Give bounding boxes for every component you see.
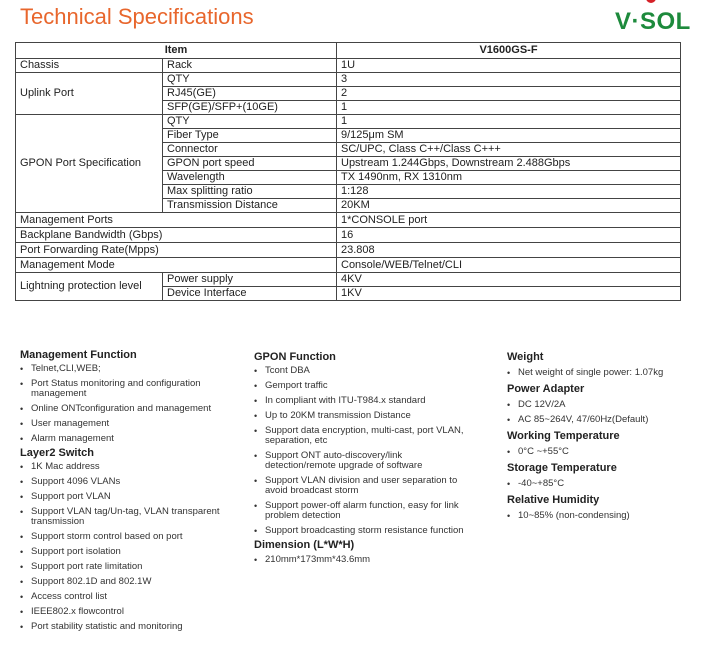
features-column-right — [507, 351, 722, 526]
list-item: • Support VLAN division and user separation to avoid broadcast storm — [254, 476, 469, 496]
row-label: Lightning protection level — [16, 273, 163, 301]
list-item: • 210mm*173mm*43.6mm — [254, 555, 469, 565]
feature-list — [507, 368, 722, 378]
row-sub: GPON port speed — [163, 157, 337, 171]
section-title: Dimension (L*W*H) — [254, 539, 355, 551]
row-value: 1 — [337, 115, 681, 129]
table-row — [16, 73, 681, 87]
list-item: • Telnet,CLI,WEB; — [20, 364, 240, 374]
row-sub: QTY — [163, 115, 337, 129]
row-value: 23.808 — [337, 243, 681, 258]
list-item: • In compliant with ITU-T984.x standard — [254, 396, 469, 406]
feature-list — [254, 366, 469, 536]
list-item: • Support 4096 VLANs — [20, 477, 240, 487]
row-sub: Max splitting ratio — [163, 185, 337, 199]
row-label: Management Mode — [16, 258, 337, 273]
row-value: TX 1490nm, RX 1310nm — [337, 171, 681, 185]
section-title: Relative Humidity — [507, 494, 600, 506]
section-title: Management Function — [20, 349, 137, 361]
list-item: • Support port VLAN — [20, 492, 240, 502]
table-row — [16, 258, 681, 273]
feature-list — [20, 364, 240, 444]
row-value: 9/125μm SM — [337, 129, 681, 143]
features-column-middle — [254, 351, 469, 570]
list-item: • DC 12V/2A — [507, 400, 722, 410]
list-item: • Support broadcasting storm resistance function — [254, 526, 469, 536]
section-title: Weight — [507, 351, 544, 363]
row-value: 20KM — [337, 199, 681, 213]
list-item: • Port Status monitoring and configuration management — [20, 379, 240, 399]
row-label: Port Forwarding Rate(Mpps) — [16, 243, 337, 258]
section-title: Working Temperature — [507, 430, 620, 442]
vsol-logo — [612, 0, 724, 36]
list-item: • Up to 20KM transmission Distance — [254, 411, 469, 421]
list-item: • Support port isolation — [20, 547, 240, 557]
row-label: Backplane Bandwidth (Gbps) — [16, 228, 337, 243]
section-title: GPON Function — [254, 351, 336, 363]
row-value: SC/UPC, Class C++/Class C+++ — [337, 143, 681, 157]
list-item: • Net weight of single power: 1.07kg — [507, 368, 722, 378]
row-label: Chassis — [16, 59, 163, 73]
row-value: 1*CONSOLE port — [337, 213, 681, 228]
feature-list — [507, 479, 722, 489]
table-row — [16, 273, 681, 287]
feature-list — [507, 511, 722, 521]
logo-text: V·SOL — [615, 8, 691, 35]
row-sub: Transmission Distance — [163, 199, 337, 213]
list-item: • 0°C ~+55°C — [507, 447, 722, 457]
list-item: • -40~+85°C — [507, 479, 722, 489]
list-item: • Support VLAN tag/Un-tag, VLAN transparent transmission — [20, 507, 240, 527]
list-item: • Access control list — [20, 592, 240, 602]
table-row — [16, 228, 681, 243]
list-item: • AC 85~264V, 47/60Hz(Default) — [507, 415, 722, 425]
row-value: 2 — [337, 87, 681, 101]
row-value: 3 — [337, 73, 681, 87]
list-item: • Support power-off alarm function, easy for link problem detection — [254, 501, 469, 521]
row-sub: Rack — [163, 59, 337, 73]
list-item: • User management — [20, 419, 240, 429]
feature-list — [507, 400, 722, 425]
row-label: Management Ports — [16, 213, 337, 228]
row-sub: Device Interface — [163, 287, 337, 301]
section-title: Power Adapter — [507, 383, 585, 395]
row-value: 16 — [337, 228, 681, 243]
feature-list — [507, 447, 722, 457]
list-item: • IEEE802.x flowcontrol — [20, 607, 240, 617]
row-sub: QTY — [163, 73, 337, 87]
list-item: • Online ONTconfiguration and management — [20, 404, 240, 414]
row-sub: Connector — [163, 143, 337, 157]
list-item: • Support data encryption, multi-cast, port VLAN, separation, etc — [254, 426, 469, 446]
page-title: Technical Specifications — [20, 4, 254, 29]
section-title: Layer2 Switch — [20, 447, 94, 459]
list-item: • Support ONT auto-discovery/link detection/remote upgrade of software — [254, 451, 469, 471]
list-item: • Support port rate limitation — [20, 562, 240, 572]
row-value: 1:128 — [337, 185, 681, 199]
table-row — [16, 243, 681, 258]
feature-list — [20, 462, 240, 632]
row-sub: SFP(GE)/SFP+(10GE) — [163, 101, 337, 115]
spec-table — [15, 42, 681, 301]
table-row — [16, 213, 681, 228]
row-value: 1 — [337, 101, 681, 115]
list-item: • Gemport traffic — [254, 381, 469, 391]
list-item: • Support storm control based on port — [20, 532, 240, 542]
row-value: 1U — [337, 59, 681, 73]
section-title: Storage Temperature — [507, 462, 617, 474]
row-sub: Power supply — [163, 273, 337, 287]
row-value: Upstream 1.244Gbps, Downstream 2.488Gbps — [337, 157, 681, 171]
header-model: V1600GS-F — [337, 43, 681, 59]
list-item: • Port stability statistic and monitoring — [20, 622, 240, 632]
table-header-row — [16, 43, 681, 59]
header-item: Item — [16, 43, 337, 59]
list-item: • 1K Mac address — [20, 462, 240, 472]
row-sub: Wavelength — [163, 171, 337, 185]
table-row — [16, 59, 681, 73]
row-sub: RJ45(GE) — [163, 87, 337, 101]
row-label: Uplink Port — [16, 73, 163, 115]
features-column-left — [20, 349, 240, 637]
row-sub: Fiber Type — [163, 129, 337, 143]
feature-list — [254, 555, 469, 565]
list-item: • Tcont DBA — [254, 366, 469, 376]
row-value: Console/WEB/Telnet/CLI — [337, 258, 681, 273]
row-value: 1KV — [337, 287, 681, 301]
table-row — [16, 115, 681, 129]
row-value: 4KV — [337, 273, 681, 287]
row-label: GPON Port Specification — [16, 115, 163, 213]
list-item: • Alarm management — [20, 434, 240, 444]
logo-mark-icon — [646, 0, 656, 3]
list-item: • Support 802.1D and 802.1W — [20, 577, 240, 587]
list-item: • 10~85% (non-condensing) — [507, 511, 722, 521]
